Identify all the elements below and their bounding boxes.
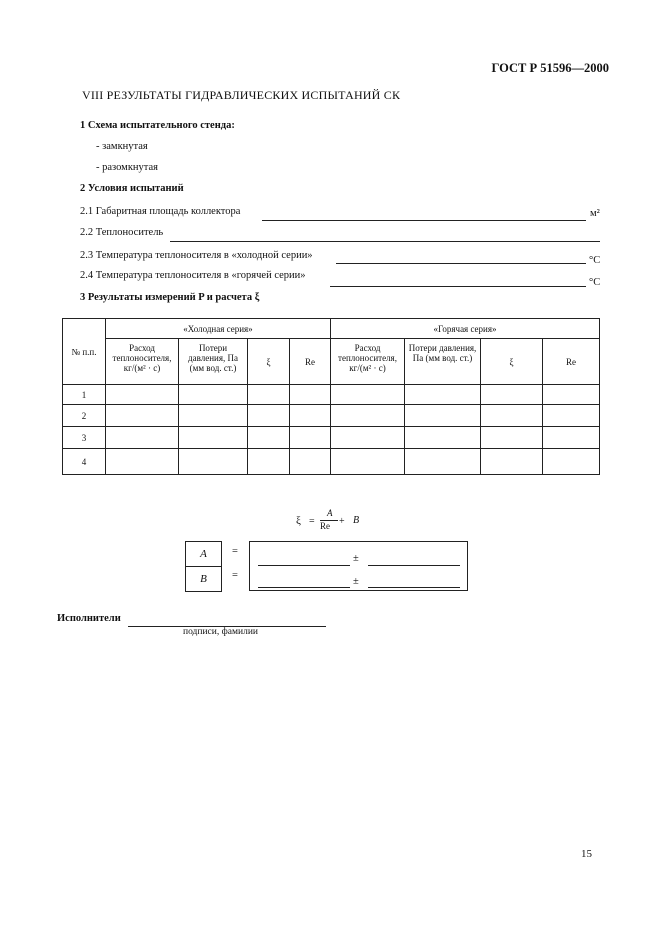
table-cell: [106, 449, 179, 475]
formula-b: B: [353, 515, 360, 526]
results-table: [62, 318, 600, 475]
table-row: [63, 385, 600, 405]
table-cell: [290, 405, 331, 427]
table-cell: [179, 449, 248, 475]
col-number-header: № п.п.: [63, 319, 106, 385]
condition-hot-temp-label: 2.4 Температура теплоносителя в «горячей серии»: [80, 270, 306, 281]
condition-hot-temp-unit: °C: [589, 277, 601, 288]
coef-b-name: B: [186, 567, 222, 592]
cold-flow-header: Расход теплоносителя, кг/(м² · с): [106, 339, 179, 385]
hot-flow-header: Расход теплоносителя, кг/(м² · с): [331, 339, 405, 385]
row-number: 3: [63, 427, 106, 449]
coef-a-name: A: [186, 542, 222, 567]
scheme-item-closed: - замкнутая: [96, 141, 148, 152]
table-cell: [290, 427, 331, 449]
table-cell: [106, 385, 179, 405]
scheme-title: 1 Схема испытательного стенда:: [80, 120, 235, 131]
table-row: [63, 427, 600, 449]
condition-coolant-label: 2.2 Теплоноситель: [80, 227, 164, 238]
conditions-title: 2 Условия испытаний: [80, 183, 184, 194]
table-cell: [543, 405, 600, 427]
condition-cold-temp-line: [336, 263, 586, 264]
coef-a-pm: ±: [353, 553, 359, 564]
condition-area-label: 2.1 Габаритная площадь коллектора: [80, 206, 241, 217]
table-cell: [179, 385, 248, 405]
coef-a-eq: =: [232, 546, 238, 557]
page-number: 15: [581, 848, 592, 860]
coefficient-names: [185, 541, 222, 592]
table-cell: [248, 449, 290, 475]
coef-a-error-line: [368, 565, 460, 566]
row-number: 1: [63, 385, 106, 405]
table-cell: [543, 449, 600, 475]
cold-series-header: «Холодная серия»: [106, 319, 331, 339]
table-cell: [481, 449, 543, 475]
hot-re-header: Re: [543, 339, 600, 385]
cold-re-header: Re: [290, 339, 331, 385]
hot-series-header: «Горячая серия»: [331, 319, 600, 339]
condition-cold-temp-label: 2.3 Температура теплоносителя в «холодной серии»: [80, 250, 313, 261]
formula-denominator: Re: [320, 521, 330, 531]
table-cell: [331, 385, 405, 405]
row-number: 4: [63, 449, 106, 475]
table-cell: [481, 405, 543, 427]
table-cell: [481, 427, 543, 449]
coef-b-error-line: [368, 587, 460, 588]
table-cell: [405, 385, 481, 405]
table-cell: [106, 405, 179, 427]
executors-caption: подписи, фамилии: [183, 627, 258, 637]
coef-a-value-line: [258, 565, 350, 566]
table-cell: [405, 449, 481, 475]
scheme-item-open: - разомкнутая: [96, 162, 158, 173]
table-cell: [106, 427, 179, 449]
table-cell: [179, 427, 248, 449]
hot-pressure-header: Потери давления, Па (мм вод. ст.): [405, 339, 481, 385]
table-cell: [248, 405, 290, 427]
executors-label: Исполнители: [57, 613, 121, 624]
condition-area-unit: м²: [590, 208, 600, 219]
hot-xi-header: ξ: [481, 339, 543, 385]
table-cell: [543, 427, 600, 449]
results-title: 3 Результаты измерений P и расчета ξ: [80, 292, 260, 303]
table-cell: [248, 385, 290, 405]
condition-hot-temp-line: [330, 286, 586, 287]
coef-b-value-line: [258, 587, 350, 588]
table-row: [63, 405, 600, 427]
formula-eq: =: [309, 516, 315, 527]
formula-lhs: ξ: [296, 515, 301, 527]
table-cell: [481, 385, 543, 405]
table-row: [63, 449, 600, 475]
table-cell: [290, 385, 331, 405]
row-number: 2: [63, 405, 106, 427]
table-cell: [331, 427, 405, 449]
coef-b-pm: ±: [353, 576, 359, 587]
section-title: VIII РЕЗУЛЬТАТЫ ГИДРАВЛИЧЕСКИХ ИСПЫТАНИЙ СК: [82, 88, 401, 102]
standard-number: ГОСТ Р 51596—2000: [491, 61, 609, 75]
condition-area-line: [262, 220, 586, 221]
table-cell: [290, 449, 331, 475]
table-cell: [248, 427, 290, 449]
table-cell: [405, 405, 481, 427]
coef-b-eq: =: [232, 570, 238, 581]
table-cell: [543, 385, 600, 405]
cold-pressure-header: Потери давления, Па (мм вод. ст.): [179, 339, 248, 385]
table-cell: [179, 405, 248, 427]
formula-numerator: A: [327, 508, 333, 518]
cold-xi-header: ξ: [248, 339, 290, 385]
table-cell: [405, 427, 481, 449]
formula-plus: +: [339, 516, 345, 527]
condition-coolant-line: [170, 241, 600, 242]
table-cell: [331, 405, 405, 427]
condition-cold-temp-unit: °C: [589, 255, 601, 266]
table-cell: [331, 449, 405, 475]
